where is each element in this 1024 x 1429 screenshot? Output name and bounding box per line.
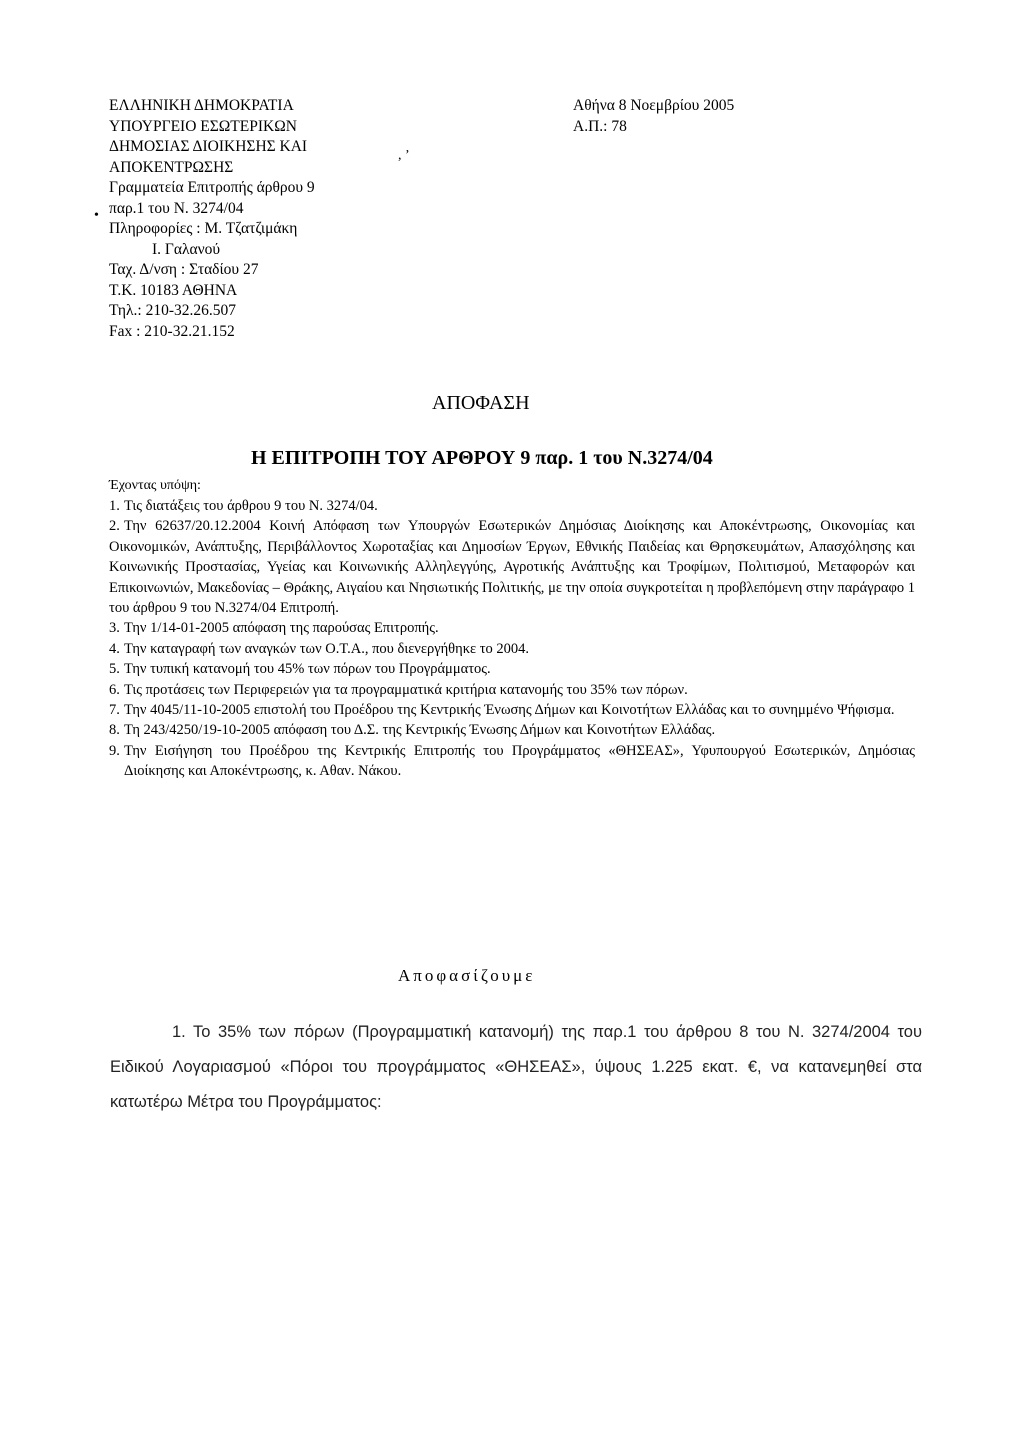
list-item [109,496,915,516]
item-text: Τις διατάξεις του άρθρου 9 του Ν. 3274/04. [124,498,378,514]
header-line: ΑΠΟΚΕΝΤΡΩΣΗΣ [109,158,234,176]
document-date: Αθήνα 8 Νοεμβρίου 2005 [573,97,735,114]
header-line: Τ.Κ. 10183 ΑΘΗΝΑ [109,281,238,299]
item-number: 8. [109,722,120,739]
item-text: Τις προτάσεις των Περιφερειών για τα προγραμματικά κριτήρια κατανομής του 35% των πόρων. [124,681,688,698]
committee-title: Η ΕΠΙΤΡΟΠΗ ΤΟΥ ΑΡΘΡΟΥ 9 παρ. 1 του Ν.3274/04 [251,447,713,469]
header-line: ΥΠΟΥΡΓΕΙΟ ΕΣΩΤΕΡΙΚΩΝ [109,117,297,135]
item-number: 3. [109,620,120,637]
list-item [109,618,915,638]
item-number: 9. [109,742,120,759]
protocol-number: Α.Π.: 78 [573,117,627,135]
list-item [109,741,915,782]
header-line: ΕΛΛΗΝΙΚΗ ΔΗΜΟΚΡΑΤΙΑ [109,97,294,114]
considerations-list [109,496,915,782]
item-text: Την 4045/11-10-2005 επιστολή του Προέδρου της Κεντρικής Ένωσης Δήμων και Κοινοτήτων Ελλάδας και το συνημμένο Ψήφισμα. [124,702,895,719]
item-text: Την 1/14-01-2005 απόφαση της παρούσας Επιτροπής. [124,620,439,637]
header-line: παρ.1 του Ν. 3274/04 [109,199,244,217]
header-line: Γραμματεία Επιτροπής άρθρου 9 [109,179,315,196]
list-item [109,639,915,659]
item-number: 5. [109,661,120,678]
having-regard-label: Έχοντας υπόψη: [109,478,201,493]
header-line: Fax : 210-32.21.152 [109,322,235,340]
list-item [109,700,915,720]
date-protocol [573,96,734,137]
decision-title: ΑΠΟΦΑΣΗ [432,392,530,414]
header-line: Τηλ.: 210-32.26.507 [109,302,236,319]
scan-mark: , ʼ [398,148,410,163]
sender-header [109,96,315,342]
list-item [109,659,915,679]
scan-mark: • [94,208,99,223]
resolution-paragraph [110,1015,922,1120]
item-number: 7. [109,702,120,719]
resolution-text: 1. Το 35% των πόρων (Προγραμματική κατανομή) της παρ.1 του άρθρου 8 του Ν. 3274/2004 του Ειδικού Λογαριασμού «Πόροι του προγράμματος «ΘΗΣΕΑΣ», ύψους 1.225 εκατ. €, να κατανεμηθεί στα κατωτέρω Μέτρα του Προγράμματος: [110,1023,922,1111]
item-text: Τη 243/4250/19-10-2005 απόφαση του Δ.Σ. της Κεντρικής Ένωσης Δήμων και Κοινοτήτων Ελλάδας. [124,722,716,739]
list-item [109,680,915,700]
item-text: Την Εισήγηση του Προέδρου της Κεντρικής Επιτροπής του Προγράμματος «ΘΗΣΕΑΣ», Υφυπουργού Εσωτερικών, Δημόσιας Διοίκησης και Αποκέντρωσης, κ. Αθαν. Νάκου. [124,742,915,780]
list-item [109,516,915,618]
header-line: Ταχ. Δ/νση : Σταδίου 27 [109,261,259,278]
item-number: 4. [109,640,120,657]
header-line: Πληροφορίες : Μ. Τζατζιμάκη [109,220,298,237]
item-text: Την 62637/20.12.2004 Κοινή Απόφαση των Υπουργών Εσωτερικών Δημόσιας Διοίκησης και Αποκέντρωσης, Οικονομίας και Οικονομικών, Ανάπτυξης, Περιβάλλοντος Χωροταξίας και Δημοσίων Έργων, Εθνικής Παιδείας και Θρησκευμάτων, Απασχόλησης και Κοινωνικής Προστασίας, Υγείας και Κοινωνικής Αλληλεγγύης, Αγροτικής Ανάπτυξης και Τροφίμων, Πολιτισμού, Μεταφορών και Επικοινωνιών, Μακεδονίας – Θράκης, Αιγαίου και Νησιωτικής Πολιτικής, με την οποία συγκροτείται η προβλεπόμενη στην παράγραφο 1 του άρθρου 9 του Ν.3274/04 Επιτροπή. [109,518,915,617]
item-number: 2. [109,518,120,535]
item-text: Την καταγραφή των αναγκών των Ο.Τ.Α., που διενεργήθηκε το 2004. [124,640,530,657]
header-line: ΔΗΜΟΣΙΑΣ ΔΙΟΙΚΗΣΗΣ ΚΑΙ [109,138,308,155]
item-number: 6. [109,681,120,698]
list-item [109,720,915,740]
item-text: Την τυπική κατανομή του 45% των πόρων του Προγράμματος. [124,661,491,678]
header-line: Ι. Γαλανού [152,240,221,258]
item-number: 1. [109,498,120,514]
decide-heading: Αποφασίζουμε [398,966,536,985]
